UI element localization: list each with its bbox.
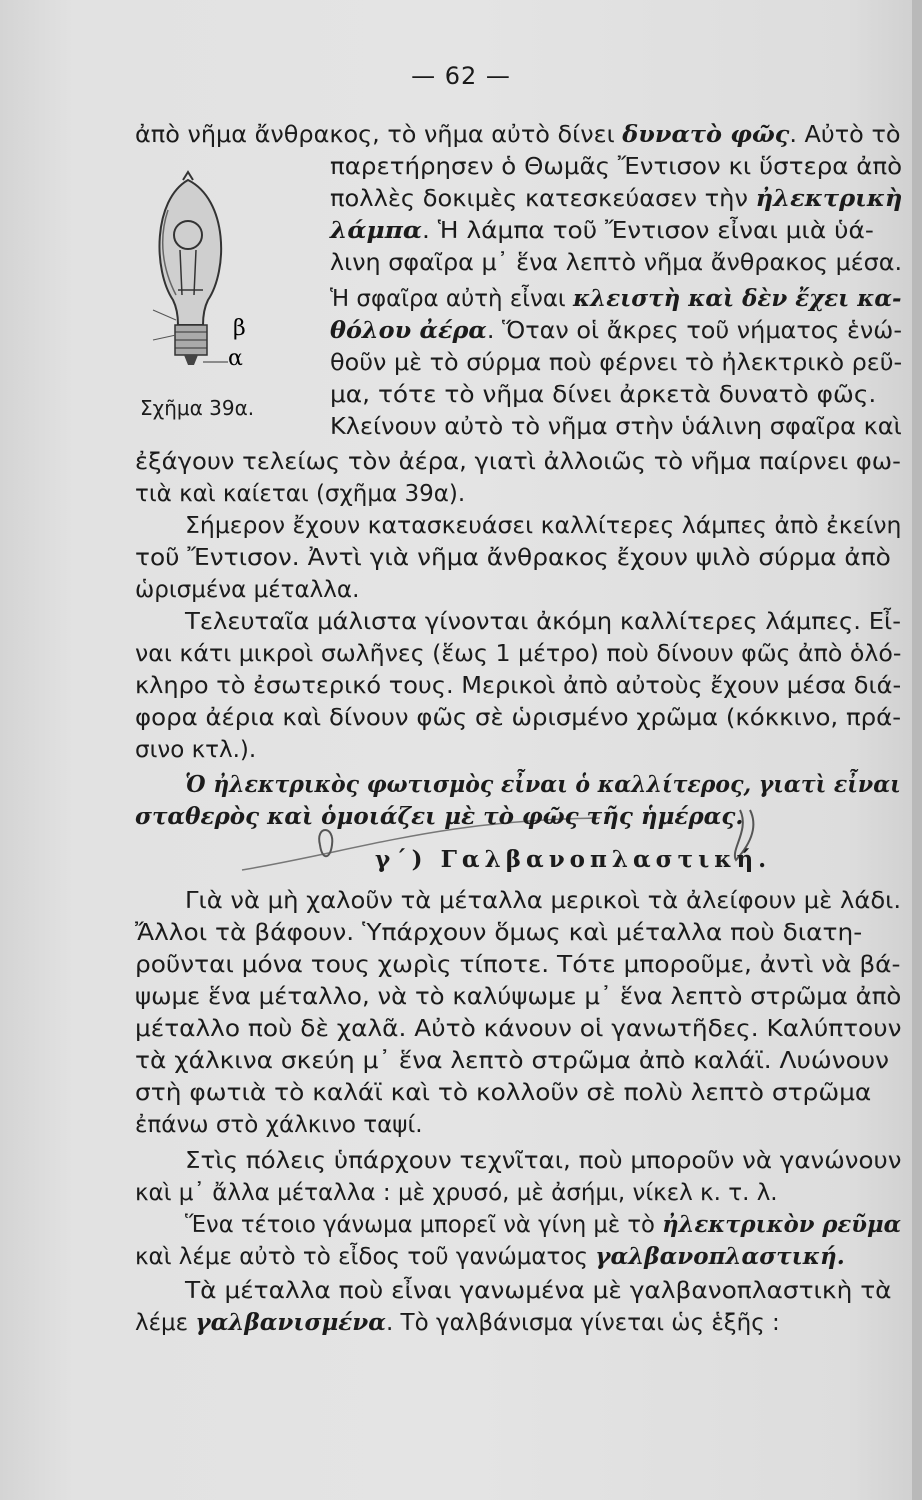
text-line: [330, 412, 902, 442]
text-segment: Τελευταῖα μάλιστα γίνονται ἀκόμη καλλίτερες λάμπες. Εἶ-: [185, 609, 902, 635]
text-segment: καὶ μ᾿ ἄλλα μέταλλα : μὲ χρυσό, μὲ ἀσήμι, νίκελ κ. τ. λ.: [135, 1180, 778, 1206]
text-line: [185, 1146, 901, 1176]
text-segment: φορα ἀέρια καὶ δίνουν φῶς σὲ ὡρισμένο χρῶμα (κόκκινο, πρά-: [135, 705, 902, 731]
text-line: [135, 1308, 780, 1338]
page-edge: [912, 0, 922, 1500]
text-segment: ἀπὸ νῆμα ἄνθρακος, τὸ νῆμα αὐτὸ δίνει: [135, 122, 623, 148]
text-line: [185, 770, 901, 800]
emphasis-text: γαλβανισμένα: [195, 1309, 386, 1336]
text-line: [135, 1178, 778, 1208]
text-line: [185, 511, 901, 541]
emphasis-text: Ὁ ἠλεκτρικὸς φωτισμὸς εἶναι ὁ καλλίτερος, γιατὶ εἶναι: [185, 771, 901, 798]
text-line: [135, 543, 891, 573]
text-line: [135, 950, 900, 980]
text-segment: Στὶς πόλεις ὑπάρχουν τεχνῖται, ποὺ μποροῦν νὰ γανώνουν: [185, 1148, 902, 1174]
text-line: [330, 316, 902, 346]
text-segment: Ἄλλοι τὰ βάφουν. Ὑπάρχουν ὅμως καὶ μέταλλα ποὺ διατη-: [135, 920, 863, 946]
text-line: [185, 607, 901, 637]
text-line: [135, 1242, 845, 1272]
text-line: [135, 735, 256, 765]
emphasis-text: θόλου ἀέρα: [330, 317, 487, 344]
figure-mark-b: β: [233, 316, 246, 341]
text-line: [135, 1110, 423, 1140]
text-segment: θοῦν μὲ τὸ σύρμα ποὺ φέρνει τὸ ἠλεκτρικὸ ρεῦ-: [330, 350, 903, 376]
text-segment: . Ἡ λάμπα τοῦ Ἔντισον εἶναι μιὰ ὑά-: [422, 218, 874, 244]
text-line: [330, 216, 874, 246]
text-segment: ἐπάνω στὸ χάλκινο ταψί.: [135, 1112, 423, 1138]
text-segment: ναι κάτι μικροὶ σωλῆνες (ἕως 1 μέτρο) ποὺ δίνουν φῶς ἀπὸ ὁλό-: [135, 641, 902, 667]
text-line: [330, 284, 902, 314]
text-line: [330, 248, 902, 278]
text-segment: ροῦνται μόνα τους χωρὶς τίποτε. Τότε μποροῦμε, ἀντὶ νὰ βά-: [135, 952, 901, 978]
section-heading: γ΄) Γαλβανοπλαστική.: [375, 846, 772, 873]
emphasis-text: σταθερὸς καὶ ὁμοιάζει μὲ τὸ φῶς τῆς ἡμέρας.: [135, 803, 744, 830]
text-line: [135, 703, 901, 733]
text-line: [330, 152, 902, 182]
text-segment: . Τὸ γαλβάνισμα γίνεται ὡς ἑξῆς :: [385, 1310, 780, 1336]
text-segment: Σήμερον ἔχουν κατασκευάσει καλλίτερες λάμπες ἀπὸ ἐκείνη: [185, 513, 902, 539]
text-segment: παρετήρησεν ὁ Θωμᾶς Ἔντισον κι ὕστερα ἀπὸ: [330, 154, 903, 180]
figure-mark-a: α: [228, 346, 243, 371]
text-line: [135, 802, 743, 832]
text-segment: σινο κτλ.).: [135, 737, 257, 763]
emphasis-text: γαλβανοπλαστική.: [595, 1243, 845, 1270]
text-line: [135, 639, 901, 669]
text-line: [135, 1014, 901, 1044]
text-segment: ψωμε ἕνα μέταλλο, νὰ τὸ καλύψωμε μ᾿ ἕνα λεπτὸ στρῶμα ἀπὸ: [135, 984, 902, 1010]
text-line: [330, 380, 876, 410]
text-segment: στὴ φωτιὰ τὸ καλάϊ καὶ τὸ κολλοῦν σὲ πολὺ λεπτὸ στρῶμα: [135, 1080, 872, 1106]
text-segment: τὰ χάλκινα σκεύη μ᾿ ἕνα λεπτὸ στρῶμα ἀπὸ καλάϊ. Λυώνουν: [135, 1048, 890, 1074]
text-line: [135, 120, 901, 150]
text-segment: μα, τότε τὸ νῆμα δίνει ἀρκετὰ δυνατὸ φῶς.: [330, 382, 877, 408]
text-line: [135, 575, 359, 605]
text-segment: Κλείνουν αὐτὸ τὸ νῆμα στὴν ὑάλινη σφαῖρα καὶ: [330, 414, 902, 440]
text-line: [135, 447, 901, 477]
text-segment: Τὰ μέταλλα ποὺ εἶναι γανωμένα μὲ γαλβανοπλαστικὴ τὰ: [185, 1278, 892, 1304]
text-line: [185, 1210, 901, 1240]
emphasis-text: λάμπα: [330, 217, 423, 244]
text-segment: τοῦ Ἔντισον. Ἀντὶ γιὰ νῆμα ἄνθρακος ἔχουν ψιλὸ σύρμα ἀπὸ: [135, 545, 891, 571]
text-line: [135, 918, 862, 948]
emphasis-text: ἠλεκτρικὴ: [755, 185, 903, 212]
text-line: [135, 982, 901, 1012]
text-segment: . Ὅταν οἱ ἄκρες τοῦ νήματος ἑνώ-: [486, 318, 902, 344]
figure-caption: Σχῆμα 39α.: [140, 396, 255, 420]
text-segment: Ἡ σφαῖρα αὐτὴ εἶναι: [330, 286, 573, 312]
text-segment: κληρο τὸ ἐσωτερικό τους. Μερικοὶ ἀπὸ αὐτοὺς ἔχουν μέσα διά-: [135, 673, 902, 699]
text-line: [135, 479, 465, 509]
text-line: [330, 348, 902, 378]
text-line: [185, 886, 901, 916]
text-line: [185, 1276, 892, 1306]
emphasis-text: κλειστὴ καὶ δὲν ἔχει κα-: [572, 285, 902, 312]
text-segment: Γιὰ νὰ μὴ χαλοῦν τὰ μέταλλα μερικοὶ τὰ ἀλείφουν μὲ λάδι.: [185, 888, 902, 914]
text-line: [135, 671, 901, 701]
light-bulb-figure: [148, 170, 258, 390]
text-segment: λινη σφαῖρα μ᾿ ἕνα λεπτὸ νῆμα ἄνθρακος μέσα.: [330, 250, 903, 276]
text-segment: καὶ λέμε αὐτὸ τὸ εἶδος τοῦ γανώματος: [135, 1244, 596, 1270]
text-line: [135, 1046, 889, 1076]
text-segment: μέταλλο ποὺ δὲ χαλᾶ. Αὐτὸ κάνουν οἱ γανωτῆδες. Καλύπτουν: [135, 1016, 902, 1042]
text-segment: ἐξάγουν τελείως τὸν ἀέρα, γιατὶ ἀλλοιῶς τὸ νῆμα παίρνει φω-: [135, 449, 901, 475]
text-segment: . Αὐτὸ τὸ: [789, 122, 901, 148]
page-number: — 62 —: [411, 62, 511, 90]
text-segment: πολλὲς δοκιμὲς κατεσκεύασεν τὴν: [330, 186, 756, 212]
text-segment: τιὰ καὶ καίεται (σχῆμα 39α).: [135, 481, 466, 507]
text-segment: ὡρισμένα μέταλλα.: [135, 577, 360, 603]
emphasis-text: ἠλεκτρικὸν ρεῦμα: [662, 1211, 902, 1238]
text-line: [135, 1078, 871, 1108]
emphasis-text: δυνατὸ φῶς: [622, 121, 790, 148]
text-segment: Ἕνα τέτοιο γάνωμα μπορεῖ νὰ γίνη μὲ τὸ: [185, 1212, 663, 1238]
text-line: [330, 184, 902, 214]
text-segment: λέμε: [135, 1310, 196, 1336]
